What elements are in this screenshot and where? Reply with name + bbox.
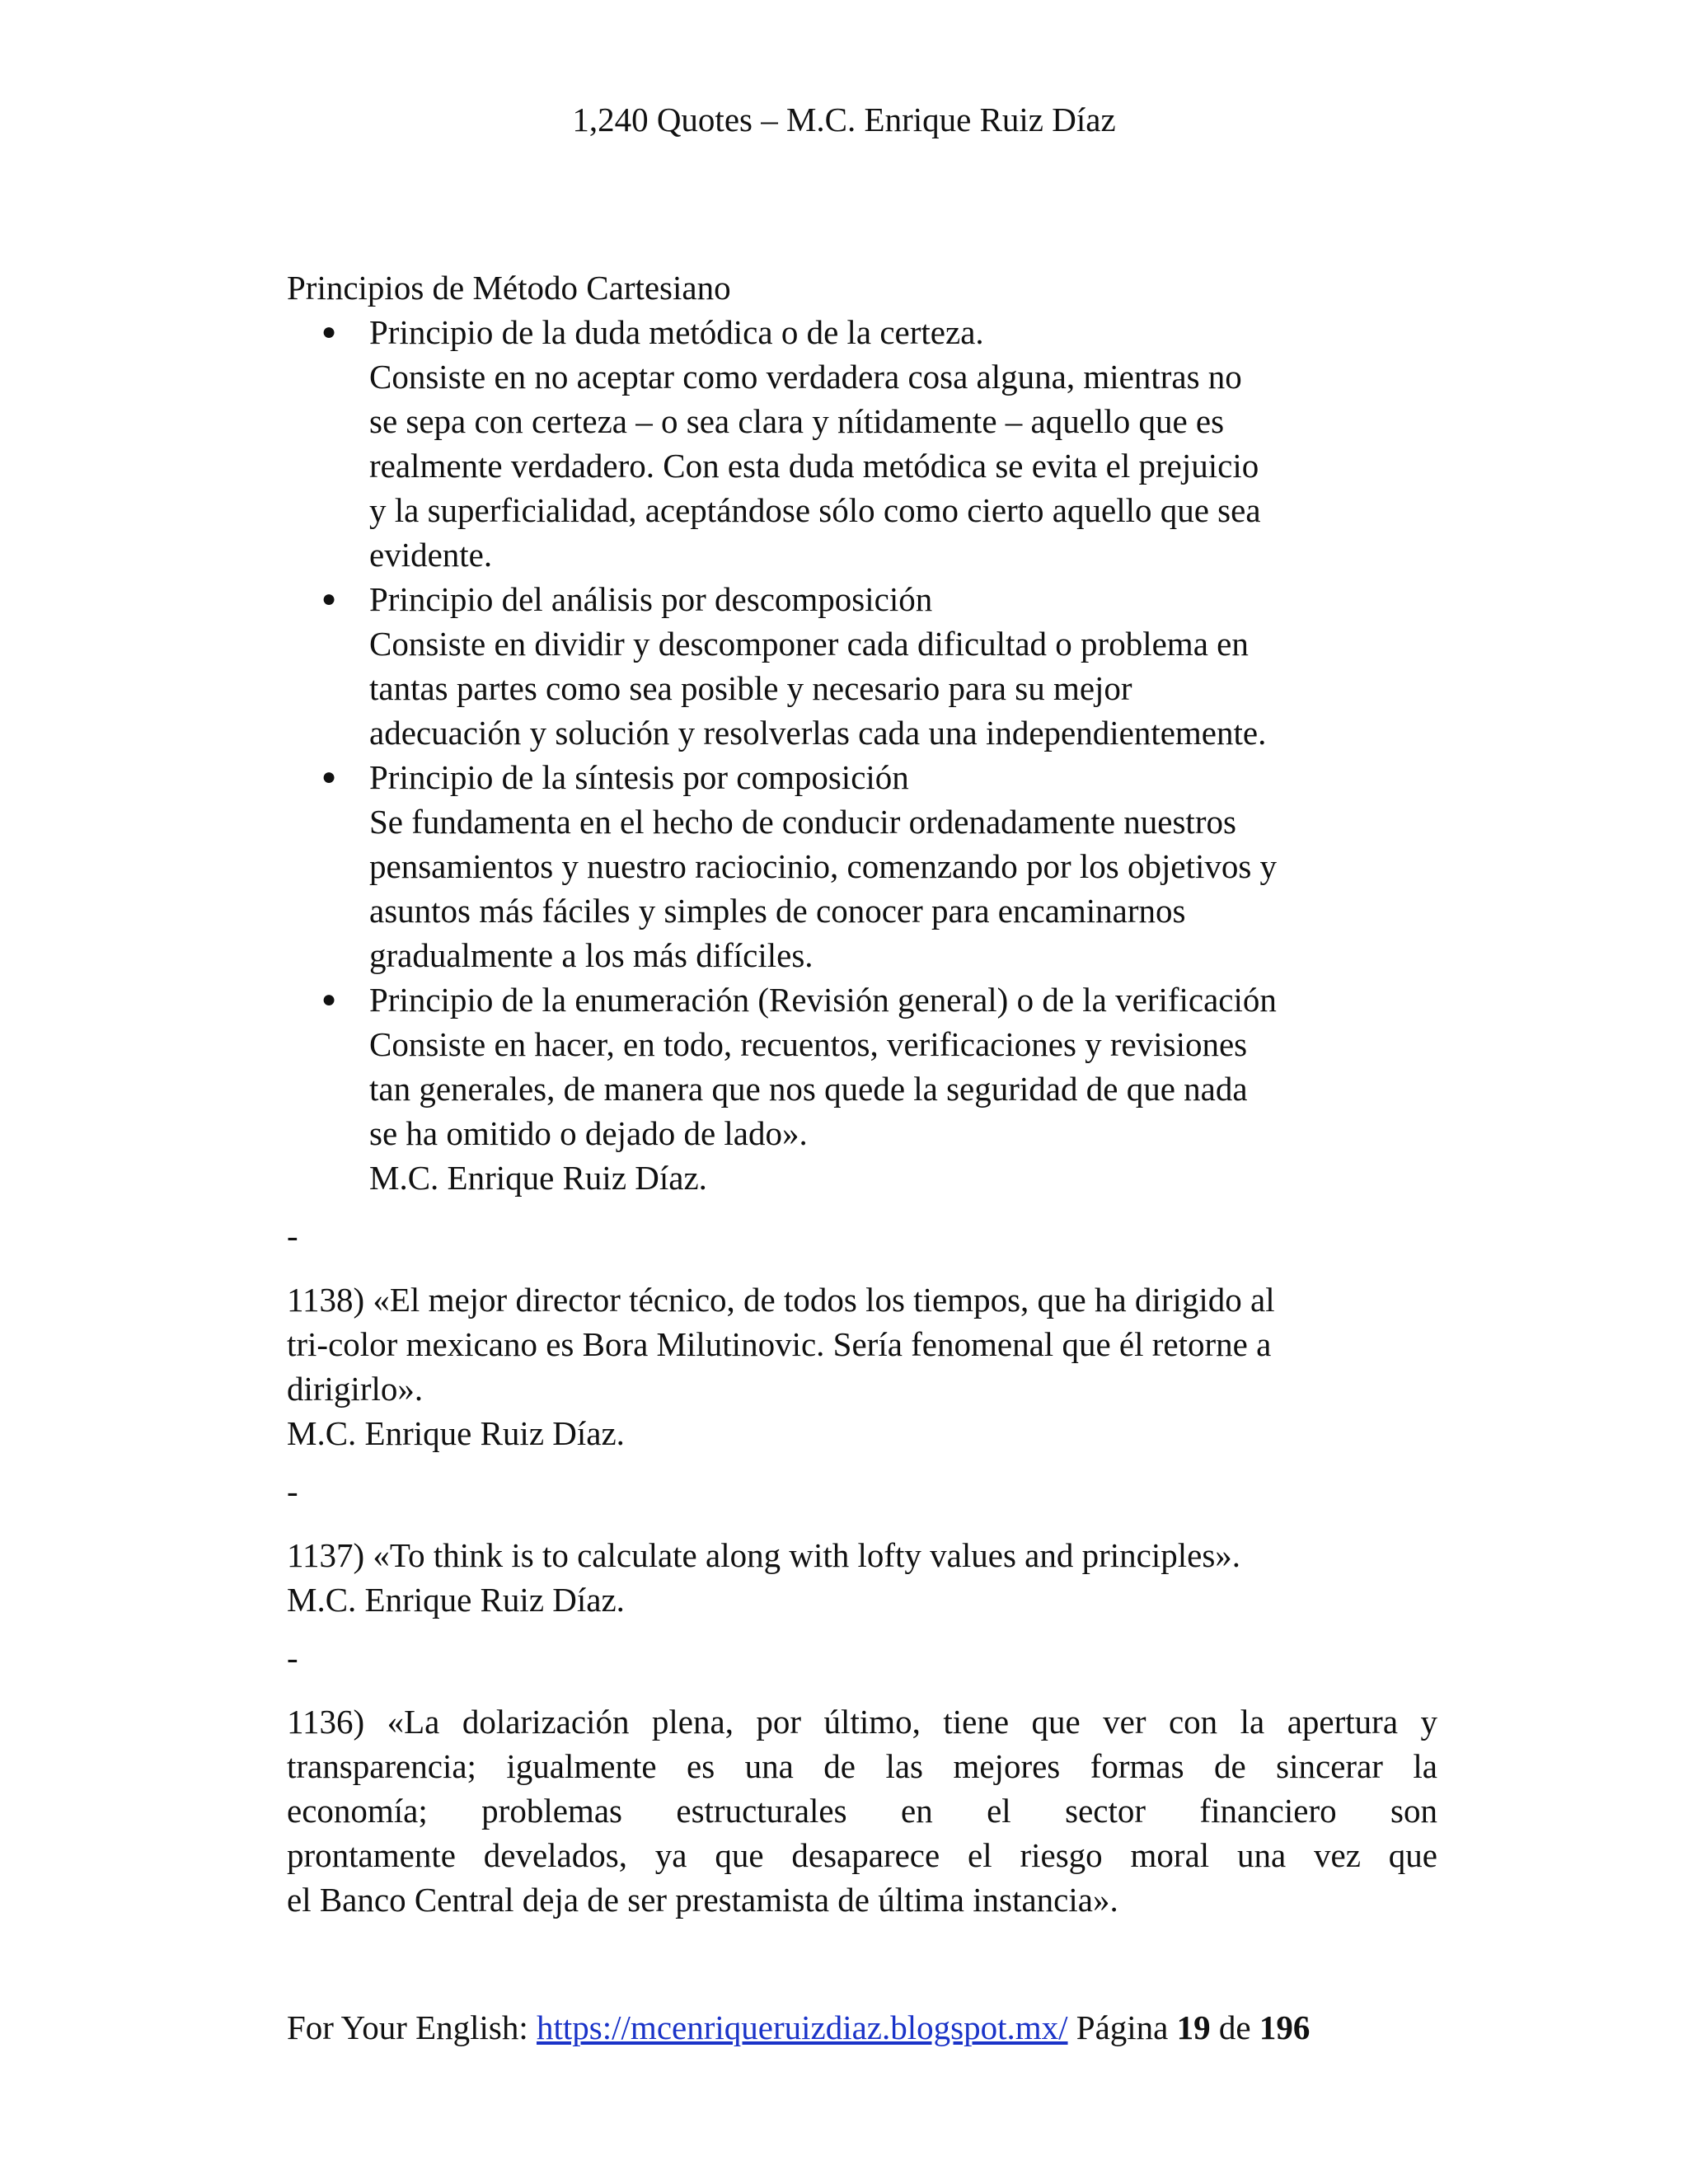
bullet-dot-icon: ● [321,318,337,345]
quote-author: M.C. Enrique Ruiz Díaz. [287,1581,625,1619]
blog-link[interactable]: https://mcenriqueruizdiaz.blogspot.mx/ [537,2008,1068,2046]
principle-text-line: Consiste en hacer, en todo, recuentos, verificaciones y revisiones [369,1025,1248,1063]
principle-author: M.C. Enrique Ruiz Díaz. [369,1159,707,1197]
bullet-dot-icon: ● [321,763,337,790]
principle-text-line: se sepa con certeza – o sea clara y nítidamente – aquello que es [369,402,1225,440]
page-footer [287,2005,1310,2050]
principle-title: Principio del análisis por descomposición [369,580,933,618]
section-title: Principios de Método Cartesiano [287,269,731,307]
quote-text-line: prontamente develados, ya que desaparece el riesgo moral una vez que [287,1836,1437,1874]
quote-1136 [287,1699,1437,1922]
principle-item [287,977,1437,1200]
quote-1138 [287,1277,1437,1455]
separator-dash: - [287,1472,298,1510]
principle-item [287,310,1437,577]
principle-text-line: Consiste en dividir y descomponer cada dificultad o problema en [369,625,1249,663]
principle-title: Principio de la enumeración (Revisión general) o de la verificación [369,981,1277,1019]
page-header [0,97,1688,142]
bullet-dot-icon: ● [321,986,337,1013]
principle-text-line: Se fundamenta en el hecho de conducir ordenadamente nuestros [369,803,1236,841]
principle-item [287,755,1437,977]
separator-dash: - [287,1216,298,1254]
principle-text-line: evidente. [369,536,493,574]
quote-text-line: economía; problemas estructurales en el sector financiero son [287,1792,1437,1830]
principle-text-line: adecuación y solución y resolverlas cada una independientemente. [369,714,1267,752]
principle-text-line: y la superficialidad, aceptándose sólo como cierto aquello que sea [369,491,1261,529]
page-number: 19 [1176,2008,1211,2046]
principle-text-line: tantas partes como sea posible y necesario para su mejor [369,669,1132,707]
quote-author: M.C. Enrique Ruiz Díaz. [287,1414,625,1452]
principle-title: Principio de la duda metódica o de la certeza. [369,313,984,351]
principle-title: Principio de la síntesis por composición [369,758,909,796]
quote-text-line: 1137) «To think is to calculate along with lofty values and principles». [287,1536,1241,1574]
quote-1137 [287,1533,1437,1622]
page-content [287,265,1437,1922]
principle-text-line: pensamientos y nuestro raciocinio, comenzando por los objetivos y [369,847,1278,885]
footer-page-word: Página [1076,2008,1169,2046]
principle-text-line: gradualmente a los más difíciles. [369,936,814,974]
principles-list [287,310,1437,1200]
quote-text-line: 1138) «El mejor director técnico, de todos los tiempos, que ha dirigido al [287,1281,1275,1319]
quote-text-line: tri-color mexicano es Bora Milutinovic. Sería fenomenal que él retorne a [287,1325,1272,1363]
page-header-title: 1,240 Quotes – M.C. Enrique Ruiz Díaz [572,101,1116,138]
quote-text-line: dirigirlo». [287,1370,424,1408]
principle-text-line: asuntos más fáciles y simples de conocer para encaminarnos [369,892,1186,930]
principle-text-line: tan generales, de manera que nos quede la seguridad de que nada [369,1070,1248,1108]
total-pages: 196 [1259,2008,1311,2046]
quote-text-line: transparencia; igualmente es una de las mejores formas de sincerar la [287,1747,1437,1785]
principle-text-line: Consiste en no aceptar como verdadera cosa alguna, mientras no [369,358,1242,396]
footer-prefix: For Your English: [287,2008,528,2046]
quote-text-line: 1136) «La dolarización plena, por último, tiene que ver con la apertura y [287,1703,1437,1741]
footer-of-word: de [1218,2008,1251,2046]
quote-text-line: el Banco Central deja de ser prestamista de última instancia». [287,1881,1118,1919]
principle-text-line: realmente verdadero. Con esta duda metódica se evita el prejuicio [369,447,1259,485]
separator-dash: - [287,1638,298,1676]
principle-item [287,577,1437,755]
principle-text-line: se ha omitido o dejado de lado». [369,1114,808,1152]
bullet-dot-icon: ● [321,585,337,612]
